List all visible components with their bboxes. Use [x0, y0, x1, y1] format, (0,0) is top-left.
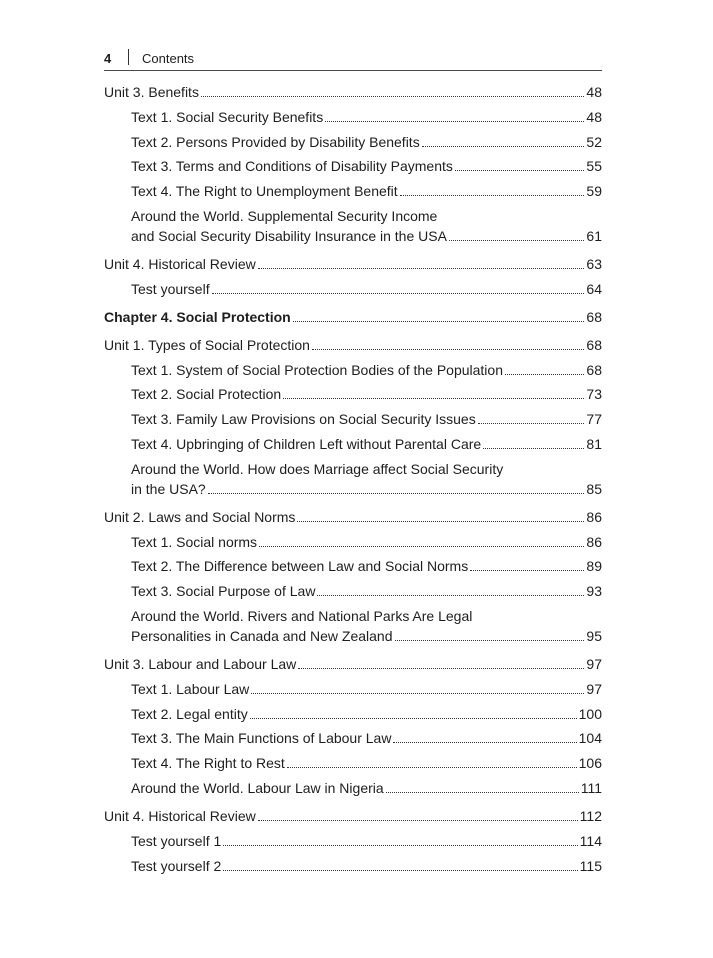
- dot-leader: [470, 570, 584, 571]
- toc-page-number: 77: [586, 411, 602, 428]
- toc-entry-title: Unit 4. Historical Review: [104, 807, 256, 824]
- toc-page-number: 104: [578, 730, 602, 747]
- toc-text-entry: [104, 778, 602, 798]
- toc-text-entry: [104, 532, 602, 552]
- toc-entry-title: Text 3. Social Purpose of Law: [131, 583, 316, 600]
- toc-page-number: 93: [586, 583, 602, 600]
- dot-leader: [258, 820, 578, 821]
- toc-page-number: 64: [586, 280, 602, 297]
- dot-leader: [505, 374, 584, 375]
- dot-leader: [258, 268, 585, 269]
- toc-entry-title: Unit 2. Laws and Social Norms: [104, 508, 296, 525]
- toc-entry-title: Text 2. Legal entity: [131, 705, 248, 722]
- toc-text-entry: [104, 107, 602, 127]
- dot-leader: [251, 693, 584, 694]
- toc-entry-title: Test yourself 2: [131, 857, 222, 874]
- dot-leader: [422, 146, 585, 147]
- toc-text-entry: [104, 856, 602, 876]
- toc-page-number: 48: [586, 108, 602, 125]
- toc-entry-title: Text 3. Terms and Conditions of Disability Payments: [131, 158, 453, 175]
- toc-unit-entry: [104, 82, 602, 102]
- toc-page-number: 52: [586, 133, 602, 150]
- toc-text-entry: [104, 409, 602, 429]
- toc-page-number: 97: [586, 655, 602, 672]
- toc-page-number: 89: [586, 558, 602, 575]
- dot-leader: [483, 448, 584, 449]
- dot-leader: [293, 321, 585, 322]
- toc-page-number: 61: [586, 227, 602, 244]
- toc-page-number: 85: [586, 480, 602, 497]
- toc-unit-entry: [104, 654, 602, 674]
- toc-entry-title: Chapter 4. Social Protection: [104, 308, 291, 325]
- dot-leader: [478, 423, 585, 424]
- toc-unit-entry: [104, 806, 602, 826]
- toc-page-number: 97: [586, 680, 602, 697]
- toc-text-entry: [104, 831, 602, 851]
- toc-page-number: 68: [586, 361, 602, 378]
- dot-leader: [223, 845, 577, 846]
- toc-entry-title: Around the World. Labour Law in Nigeria: [131, 779, 384, 796]
- toc-unit-entry: [104, 335, 602, 355]
- toc-page-number: 81: [586, 435, 602, 452]
- dot-leader: [259, 546, 584, 547]
- toc-entry-title: Around the World. Supplemental Security Income: [131, 207, 438, 224]
- table-of-contents: [104, 82, 602, 880]
- toc-entry-title: Text 2. Persons Provided by Disability Benefits: [131, 133, 420, 150]
- toc-text-entry: [104, 132, 602, 152]
- toc-page-number: 112: [579, 807, 602, 824]
- toc-text-entry: [104, 581, 602, 601]
- toc-entry-title: Text 4. Upbringing of Children Left without Parental Care: [131, 435, 482, 452]
- page-number: 4: [104, 51, 112, 66]
- toc-page-number: 48: [586, 84, 602, 100]
- toc-text-entry: [104, 384, 602, 404]
- toc-chapter-entry: [104, 307, 602, 327]
- dot-leader: [297, 521, 584, 522]
- toc-entry-title: Unit 4. Historical Review: [104, 255, 256, 272]
- toc-page-number: 95: [586, 627, 602, 644]
- toc-page-number: 63: [586, 255, 602, 272]
- toc-entry-title: Text 2. Social Protection: [131, 386, 282, 403]
- toc-text-entry: [104, 728, 602, 748]
- toc-entry-title: in the USA?: [131, 480, 206, 497]
- toc-entry-title: Personalities in Canada and New Zealand: [131, 627, 393, 644]
- page-header: [104, 48, 602, 71]
- toc-page-number: 115: [579, 857, 602, 874]
- toc-page-number: 111: [580, 779, 602, 796]
- toc-text-entry: [104, 606, 602, 646]
- toc-entry-title: Around the World. Rivers and National Parks Are Legal: [131, 607, 473, 624]
- toc-page-number: 106: [578, 755, 602, 772]
- toc-page-number: 55: [586, 158, 602, 175]
- dot-leader: [283, 398, 584, 399]
- toc-text-entry: [104, 704, 602, 724]
- toc-text-entry: [104, 279, 602, 299]
- toc-entry-title: Text 1. Labour Law: [131, 680, 250, 697]
- toc-text-entry: [104, 181, 602, 201]
- toc-entry-title: Text 3. The Main Functions of Labour Law: [131, 730, 392, 747]
- dot-leader: [212, 293, 585, 294]
- toc-entry-title: Text 1. System of Social Protection Bodies of the Population: [131, 361, 503, 378]
- dot-leader: [208, 493, 585, 494]
- toc-text-entry: [104, 360, 602, 380]
- toc-text-entry: [104, 206, 602, 246]
- toc-page-number: 68: [586, 336, 602, 353]
- dot-leader: [393, 742, 576, 743]
- dot-leader: [298, 668, 584, 669]
- toc-page-number: 73: [586, 386, 602, 403]
- toc-text-entry: [104, 156, 602, 176]
- toc-entry-title: Unit 3. Benefits: [104, 84, 199, 100]
- dot-leader: [395, 640, 585, 641]
- dot-leader: [223, 870, 577, 871]
- toc-page-number: 86: [586, 508, 602, 525]
- toc-entry-title: Unit 3. Labour and Labour Law: [104, 655, 297, 672]
- dot-leader: [386, 792, 579, 793]
- toc-page-number: 114: [579, 832, 602, 849]
- toc-page-number: 100: [578, 705, 602, 722]
- toc-text-entry: [104, 556, 602, 576]
- dot-leader: [287, 767, 577, 768]
- toc-entry-title: Test yourself: [131, 280, 210, 297]
- toc-page-number: 68: [586, 308, 602, 325]
- toc-entry-title: Text 2. The Difference between Law and Social Norms: [131, 558, 469, 575]
- toc-unit-entry: [104, 254, 602, 274]
- toc-entry-title: Around the World. How does Marriage affect Social Security: [131, 460, 504, 477]
- dot-leader: [250, 718, 577, 719]
- dot-leader: [449, 240, 584, 241]
- toc-entry-title: Text 3. Family Law Provisions on Social Security Issues: [131, 411, 476, 428]
- toc-text-entry: [104, 679, 602, 699]
- toc-entry-title: Text 4. The Right to Unemployment Benefit: [131, 183, 398, 200]
- dot-leader: [325, 121, 584, 122]
- dot-leader: [201, 96, 584, 97]
- dot-leader: [317, 595, 584, 596]
- dot-leader: [312, 349, 584, 350]
- toc-page-number: 59: [586, 183, 602, 200]
- toc-text-entry: [104, 459, 602, 499]
- toc-entry-title: and Social Security Disability Insurance in the USA: [131, 227, 447, 244]
- toc-text-entry: [104, 753, 602, 773]
- dot-leader: [455, 170, 585, 171]
- toc-entry-title: Text 4. The Right to Rest: [131, 755, 285, 772]
- toc-entry-title: Text 1. Social Security Benefits: [131, 108, 324, 125]
- toc-entry-title: Test yourself 1: [131, 832, 222, 849]
- toc-entry-title: Text 1. Social norms: [131, 533, 258, 550]
- toc-unit-entry: [104, 507, 602, 527]
- header-separator: [128, 49, 129, 65]
- toc-entry-title: Unit 1. Types of Social Protection: [104, 336, 310, 353]
- toc-page-number: 86: [586, 533, 602, 550]
- running-title: Contents: [142, 51, 195, 66]
- toc-text-entry: [104, 434, 602, 454]
- dot-leader: [400, 195, 585, 196]
